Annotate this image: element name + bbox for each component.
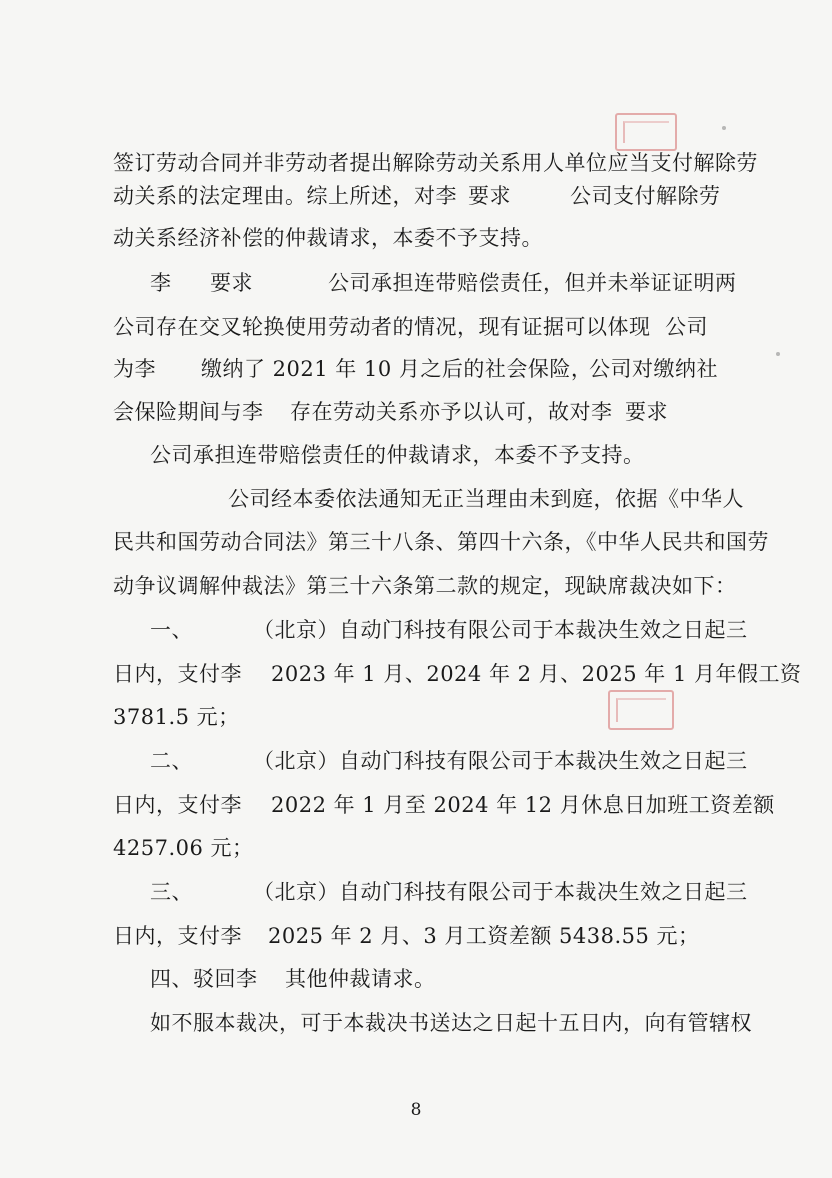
text-segment: 会保险期间与李 [113,400,264,424]
text-segment: （北京）自动门科技有限公司于本裁决生效之日起三 [253,618,748,642]
text-segment: 公司承担连带赔偿责任的仲裁请求，本委不予支持。 [150,443,645,467]
text-segment: 2022 年 1 月至 2024 年 12 月休息日加班工资差额 [271,793,775,817]
text-segment: 二、 [150,749,193,773]
text-segment: 为李 [113,357,156,381]
text-segment: 动争议调解仲裁法》第三十六条第二款的规定，现缺席裁决如下： [113,574,737,598]
text-segment: 存在劳动关系亦予以认可，故对李 [290,400,613,424]
text-segment: （北京）自动门科技有限公司于本裁决生效之日起三 [253,880,748,904]
text-segment: 公司存在交叉轮换使用劳动者的情况，现有证据可以体现 [113,315,651,339]
text-segment: 2025 年 2 月、3 月工资差额 5438.55 元； [268,924,700,948]
text-segment: 日内，支付李 [113,924,242,948]
seal-stamp [608,690,674,730]
text-segment: 动关系的法定理由。综上所述，对李 [113,184,457,208]
text-segment: 四、驳回李 [150,967,258,991]
text-segment: 公司经本委依法通知无正当理由未到庭，依据《中华人 [228,487,744,511]
text-segment: 三、 [150,880,193,904]
scan-speck [776,352,780,356]
text-segment: 公司 [665,315,708,339]
text-segment: 4257.06 元； [113,836,254,860]
text-segment: 3781.5 元； [113,705,240,729]
page-number: 8 [410,1100,422,1120]
text-segment: 如不服本裁决，可于本裁决书送达之日起十五日内，向有管辖权 [150,1011,752,1035]
text-segment: 日内，支付李 [113,793,242,817]
text-segment: 签订劳动合同并非劳动者提出解除劳动关系用人单位应当支付解除劳 [113,151,758,175]
text-segment: 要求 [210,271,253,295]
text-segment: 公司承担连带赔偿责任，但并未举证证明两 [328,271,737,295]
seal-stamp [615,113,677,151]
text-segment: 要求 [625,400,668,424]
text-segment: 动关系经济补偿的仲裁请求，本委不予支持。 [113,226,543,250]
text-segment: 一、 [150,618,193,642]
text-segment: （北京）自动门科技有限公司于本裁决生效之日起三 [253,749,748,773]
scan-speck [722,126,726,130]
text-segment: 李 [150,271,172,295]
text-segment: 公司对缴纳社 [589,357,718,381]
text-segment: 2023 年 1 月、2024 年 2 月、2025 年 1 月年假工资 [271,662,802,686]
text-segment: 其他仲裁请求。 [285,967,436,991]
text-segment: 民共和国劳动合同法》第三十八条、第四十六条，《中华人民共和国劳 [113,530,769,554]
text-segment: 日内，支付李 [113,662,242,686]
text-segment: 公司支付解除劳 [570,184,721,208]
text-segment: 要求 [468,184,511,208]
text-segment: 缴纳了 2021 年 10 月之后的社会保险， [201,357,593,381]
